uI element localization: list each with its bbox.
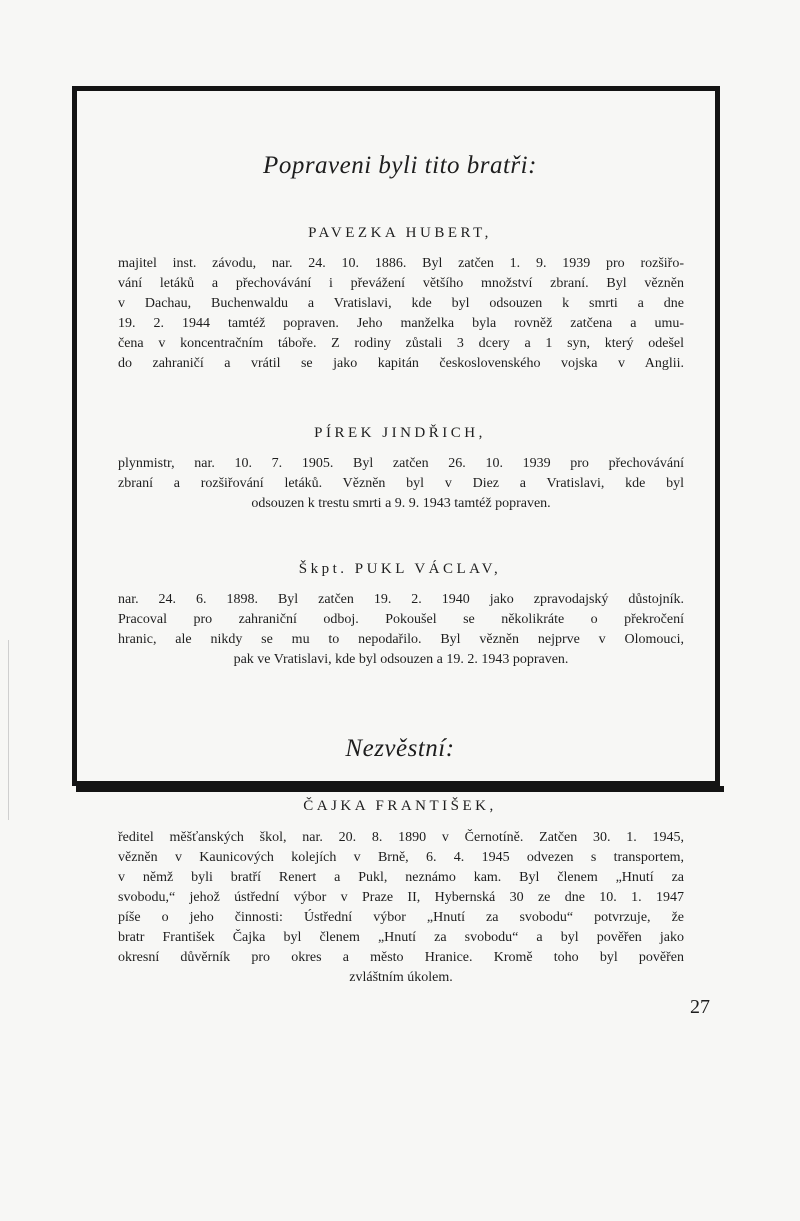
text-line: ředitel měšťanských škol, nar. 20. 8. 1890 v Černotíně. Zatčen 30. 1. 1945, xyxy=(118,830,684,845)
text-line: zbraní a rozšiřování letáků. Vězněn byl v Diez a Vratislavi, kde byl xyxy=(118,476,684,491)
entry-text-pirek xyxy=(118,454,684,514)
text-line: Pracoval pro zahraniční odboj. Pokoušel se několikráte o překročení xyxy=(118,612,684,627)
entry-text-cajka xyxy=(118,828,684,988)
text-line: zvláštním úkolem. xyxy=(349,970,453,985)
text-line: bratr František Čajka byl členem „Hnutí za svobodu“ a byl pověřen jako xyxy=(118,930,684,945)
text-line: vání letáků a přechovávání i převážení většího množství zbraní. Byl vězněn xyxy=(118,276,684,291)
entry-name-cajka: ČAJKA FRANTIŠEK, xyxy=(303,798,497,814)
entry-name-pavezka: PAVEZKA HUBERT, xyxy=(308,225,492,241)
text-line: v Dachau, Buchenwaldu a Vratislavi, kde byl odsouzen k smrti a dne xyxy=(118,296,684,311)
entry-text-pukl xyxy=(118,590,684,670)
entry-name-pirek: PÍREK JINDŘICH, xyxy=(314,425,486,441)
text-line: v němž byli bratří Renert a Pukl, neznámo kam. Byl členem „Hnutí za xyxy=(118,870,684,885)
text-line: hranic, ale nikdy se mu to nepodařilo. Byl vězněn nejprve v Olomouci, xyxy=(118,632,684,647)
text-line: nar. 24. 6. 1898. Byl zatčen 19. 2. 1940 jako zpravodajský důstojník. xyxy=(118,592,684,607)
text-line: vězněn v Kaunicových kolejích v Brně, 6. 4. 1945 odvezen s transportem, xyxy=(118,850,684,865)
text-line: čena v koncentračním táboře. Z rodiny zůstali 3 dcery a 1 syn, který odešel xyxy=(118,336,684,351)
page-edge-mark xyxy=(8,640,9,820)
section-heading-executed: Popraveni byli tito bratři: xyxy=(263,152,537,179)
text-line: svobodu,“ jehož ústřední výbor v Praze II, Hybernská 30 ze dne 10. 1. 1947 xyxy=(118,890,684,905)
text-line: okresní důvěrník pro okres a město Hranice. Kromě toho byl pověřen xyxy=(118,950,684,965)
entry-name-pukl: Škpt. PUKL VÁCLAV, xyxy=(298,561,502,577)
section-heading-missing: Nezvěstní: xyxy=(345,735,455,762)
border-frame-bottom-rule xyxy=(76,786,724,792)
text-line: odsouzen k trestu smrti a 9. 9. 1943 tamtéž popraven. xyxy=(251,496,551,511)
text-line: píše o jeho činnosti: Ústřední výbor „Hnutí za svobodu“ potvrzuje, že xyxy=(118,910,684,925)
text-line: plynmistr, nar. 10. 7. 1905. Byl zatčen 26. 10. 1939 pro přechovávání xyxy=(118,456,684,471)
entry-text-pavezka xyxy=(118,254,684,374)
text-line: majitel inst. závodu, nar. 24. 10. 1886. Byl zatčen 1. 9. 1939 pro rozšiřo- xyxy=(118,256,684,271)
page-number: 27 xyxy=(690,996,710,1018)
text-line: do zahraničí a vrátil se jako kapitán československého vojska v Anglii. xyxy=(118,356,684,371)
text-line: 19. 2. 1944 tamtéž popraven. Jeho manželka byla rovněž zatčena a umu- xyxy=(118,316,684,331)
text-line: pak ve Vratislavi, kde byl odsouzen a 19. 2. 1943 popraven. xyxy=(233,652,569,667)
